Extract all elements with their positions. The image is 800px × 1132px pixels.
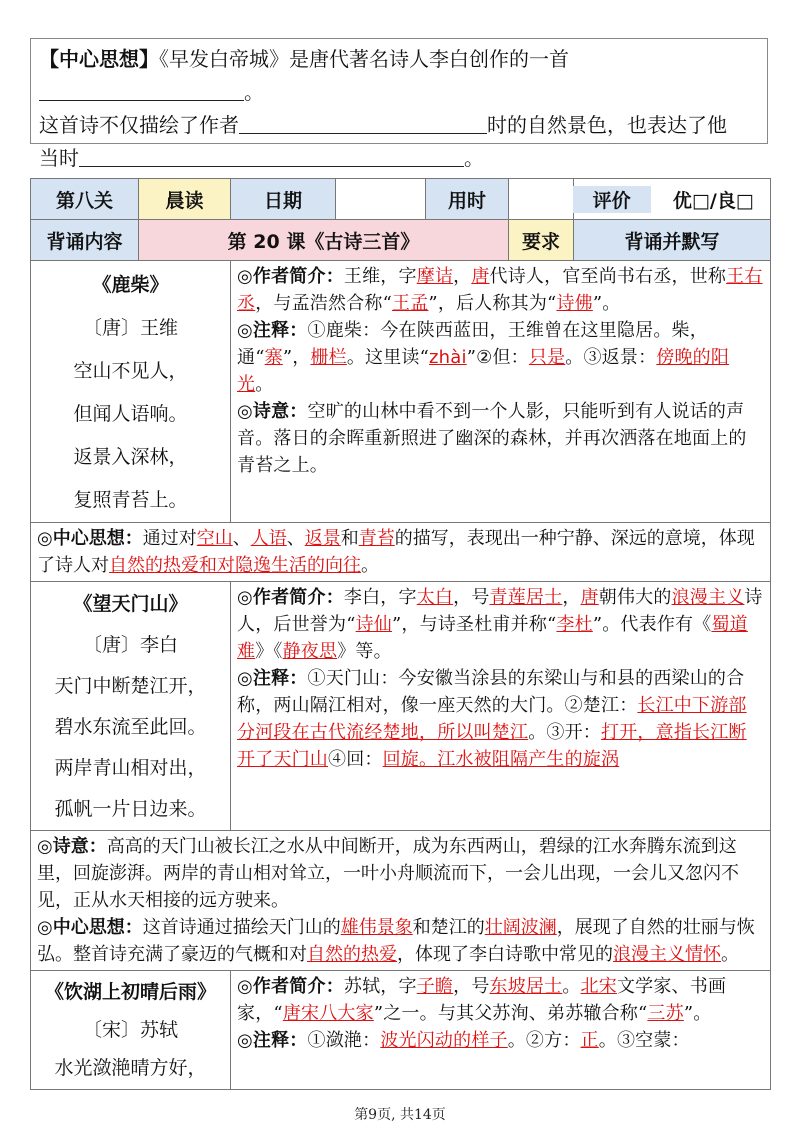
poem1-author-intro: ◎作者简介：王维，字摩诘，唐代诗人，官至尚书右丞，世称王右丞，与孟浩然合称“王孟”，后人称其为“诗佛”。 <box>237 266 763 314</box>
poem1-row <box>31 261 771 523</box>
session-cell: 晨读 <box>139 179 231 220</box>
poem2-text <box>31 582 231 831</box>
requirement-value: 背诵并默写 <box>574 220 771 261</box>
poem2-author: 〔唐〕李白 <box>82 634 178 656</box>
poem2-annotations: ◎注释：①天门山：今安徽当涂县的东梁山与和县的西梁山的合称，两山隔江相对，像一座天然的大门。②楚江：长江中下游部分河段在古代流经楚地，所以叫楚江。③开：打开，意指长江断开了天门山④回：回旋。江水被阻隔产生的旋涡 <box>237 668 747 770</box>
poem1-notes <box>231 261 771 523</box>
time-label: 用时 <box>426 179 509 220</box>
poem2-line: 天门中断楚江开， <box>54 675 207 697</box>
poem2-line: 两岸青山相对出， <box>54 757 207 779</box>
poem1-center-row <box>31 523 771 582</box>
poem2-center-idea: ◎中心思想：这首诗通过描绘天门山的雄伟景象和楚江的壮阔波澜，展现了自然的壮丽与恢弘。整首诗充满了豪迈的气概和对自然的热爱，体现了李白诗歌中常见的浪漫主义情怀。 <box>37 917 755 965</box>
lesson-title: 第 20 课《古诗三首》 <box>139 220 509 261</box>
poem3-author: 〔宋〕苏轼 <box>82 1019 178 1041</box>
center-idea-box <box>30 38 768 170</box>
poem2-title: 《望天门山》 <box>73 593 188 615</box>
poem1-line: 空山不见人， <box>73 360 188 382</box>
recitation-worksheet <box>30 178 771 1090</box>
poem2-meaning-row <box>31 831 771 971</box>
rating-options[interactable]: 优□/良□ <box>672 189 754 212</box>
poem1-center-idea: ◎中心思想：通过对空山、人语、返景和青苔的描写，表现出一种宁静、深远的意境，体现了诗人对自然的热爱和对隐逸生活的向往。 <box>31 523 771 582</box>
poem2-meaning: ◎诗意：高高的天门山被长江之水从中间断开，成为东西两山，碧绿的江水奔腾东流到这里，回旋澎湃。两岸的青山相对耸立，一叶小舟顺流而下，一会儿出现，一会儿又忽闪不见，正从水天相接的远方驶来。 <box>37 836 739 911</box>
date-label: 日期 <box>231 179 336 220</box>
center-idea-line-3: 当时 。 <box>39 146 484 170</box>
center-idea-line-2: 这首诗不仅描绘了作者 时的自然景色，也表达了他 <box>39 113 727 137</box>
poem2-meaning-center <box>31 831 771 971</box>
level-cell: 第八关 <box>31 179 139 220</box>
poem3-line: 水光潋滟晴方好， <box>54 1057 207 1079</box>
poem1-title: 《鹿柴》 <box>92 274 169 296</box>
poem1-line: 复照青苔上。 <box>73 489 188 511</box>
poem3-annotations: ◎注释：①潋滟：波光闪动的样子。②方：正。③空蒙： <box>237 1030 690 1051</box>
center-idea-label: 【中心思想】 <box>39 47 159 71</box>
poem1-annotations: ◎注释：①鹿柴：今在陕西蓝田，王维曾在这里隐居。柴，通“寨”，栅栏。这里读“zhài”②但：只是。③返景：傍晚的阳光。 <box>237 320 730 395</box>
fill-blank-2[interactable] <box>239 113 487 134</box>
fill-blank-1[interactable] <box>39 80 244 101</box>
header-row-2 <box>31 220 771 261</box>
poem2-line: 碧水东流至此回。 <box>54 716 207 738</box>
poem3-title: 《饮湖上初晴后雨》 <box>44 981 216 1003</box>
content-label: 背诵内容 <box>31 220 139 261</box>
poem2-notes <box>231 582 771 831</box>
poem1-author: 〔唐〕王维 <box>82 317 178 339</box>
rating-label: 评价 <box>573 186 651 213</box>
header-row-1 <box>31 179 771 220</box>
requirement-label: 要求 <box>509 220 574 261</box>
page-number: 第9页, 共14页 <box>354 1107 446 1123</box>
poem2-author-intro: ◎作者简介：李白，字太白，号青莲居士，唐朝伟大的浪漫主义诗人，后世誉为“诗仙”，与诗圣杜甫并称“李杜”。代表作有《蜀道难》《静夜思》等。 <box>237 587 763 662</box>
poem2-row <box>31 582 771 831</box>
rating-cell <box>574 179 771 220</box>
poem3-text <box>31 971 231 1090</box>
date-input[interactable] <box>336 179 426 220</box>
center-idea-line-1: 【中心思想】《早发白帝城》是唐代著名诗人李白创作的一首。 <box>39 47 569 104</box>
poem1-text <box>31 261 231 523</box>
poem3-row <box>31 971 771 1090</box>
poem1-meaning: ◎诗意：空旷的山林中看不到一个人影，只能听到有人说话的声音。落日的余晖重新照进了幽深的森林，并再次洒落在地面上的青苔之上。 <box>237 401 747 476</box>
poem3-author-intro: ◎作者简介：苏轼，字子瞻，号东坡居士。北宋文学家、书画家，“唐宋八大家”之一。与其父苏洵、弟苏辙合称“三苏”。 <box>237 976 727 1024</box>
time-input[interactable] <box>509 179 574 220</box>
poem3-notes <box>231 971 771 1090</box>
poem1-line: 但闻人语响。 <box>73 403 188 425</box>
poem2-line: 孤帆一片日边来。 <box>54 798 207 820</box>
fill-blank-3[interactable] <box>79 146 464 167</box>
poem1-line: 返景入深林， <box>73 446 188 468</box>
